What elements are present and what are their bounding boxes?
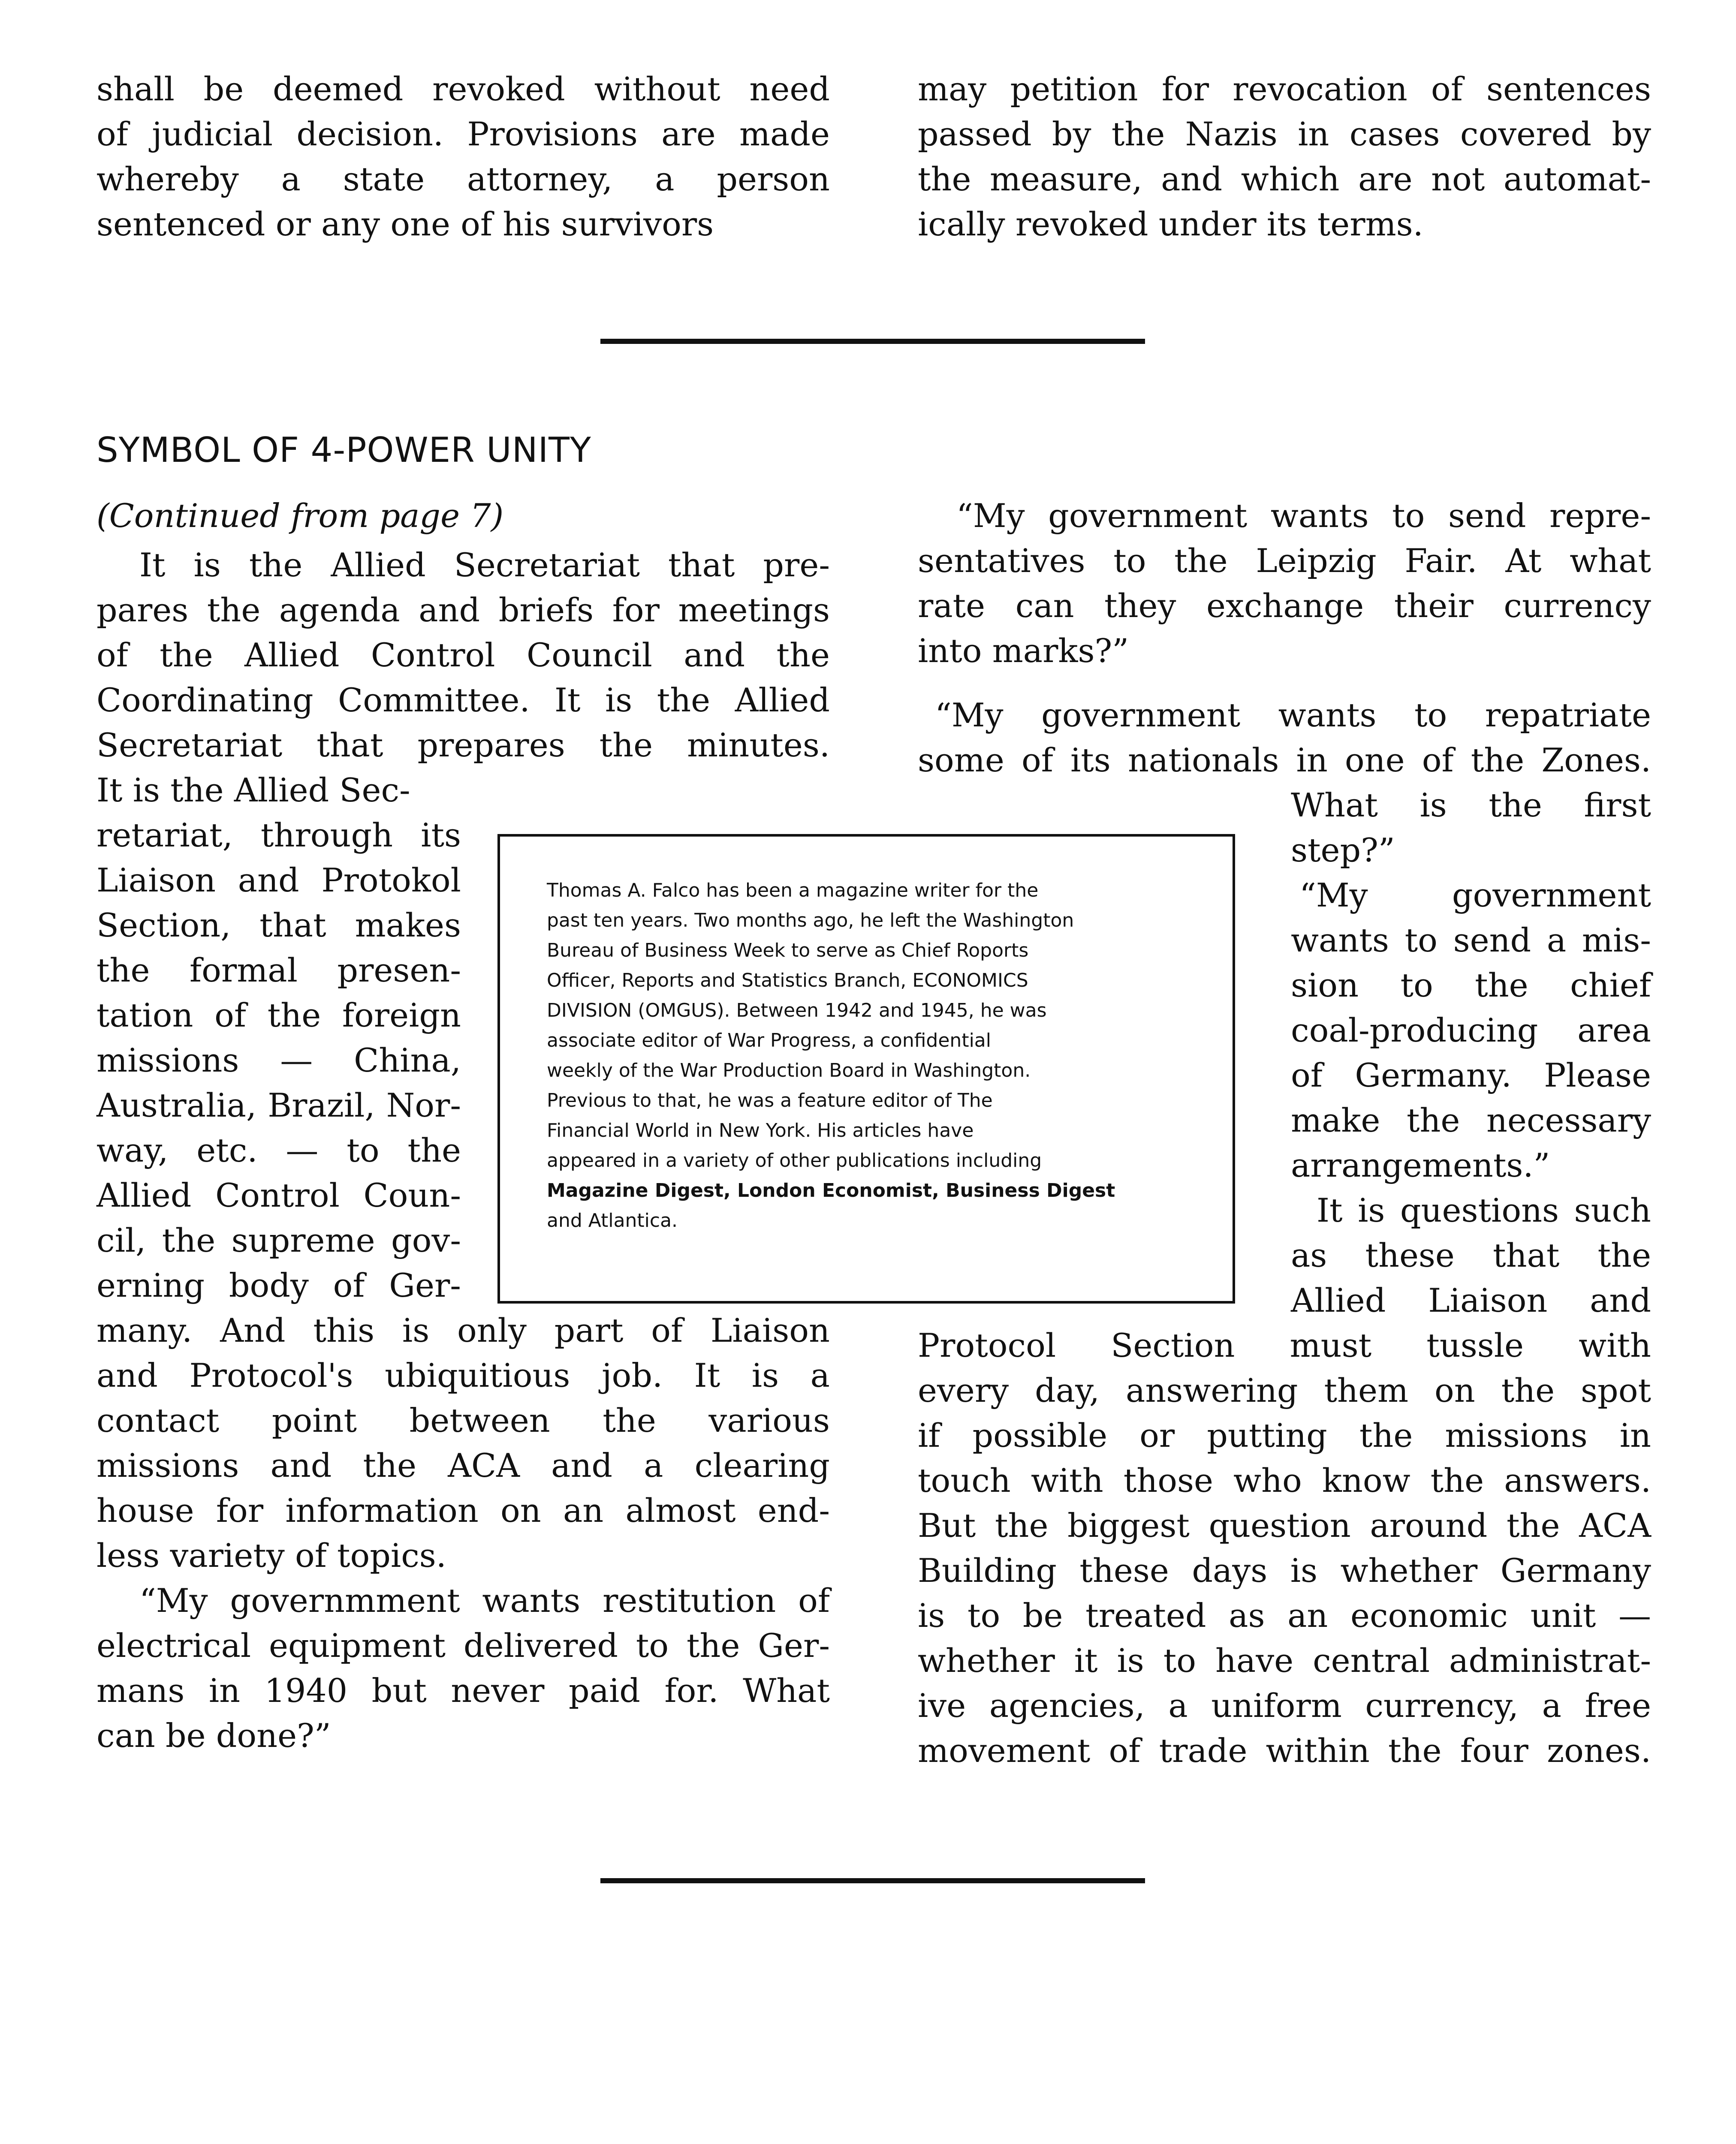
text-line: coal-producing area [1291,1011,1651,1049]
bio-line: Previous to that, he was a feature editor of The [547,1090,993,1111]
text-line: erning body of Ger- [96,1266,461,1304]
bio-line: Bureau of Business Week to serve as Chief Roports [547,940,1029,961]
bio-line: Officer, Reports and Statistics Branch, ECONOMICS [547,970,1028,991]
text-line: missions and the ACA and a clearing [96,1446,830,1485]
text-line: Building these days is whether Germany [918,1551,1651,1590]
text-line: make the necessary [1291,1101,1651,1139]
text-line: electrical equipment delivered to the Ger- [96,1626,830,1665]
bio-line: Financial World in New York. His articles have [547,1120,974,1141]
text-line: “My government wants to send repre- [956,497,1651,535]
text-line: step?” [1291,831,1395,869]
bio-line: Thomas A. Falco has been a magazine writer for the [547,879,1039,901]
text-line: Australia, Brazil, Nor- [96,1086,461,1124]
text-line: It is the Allied Secretariat that pre- [139,546,830,584]
text-line: ive agencies, a uniform currency, a free [918,1686,1651,1725]
bio-line: and Atlantica. [547,1210,678,1232]
text-line: missions — China, [96,1041,461,1079]
text-line: can be done?” [96,1716,331,1755]
text-line: Section, that makes [96,906,461,944]
text-line: sion to the chief [1291,966,1651,1004]
bio-line: appeared in a variety of other publications including [547,1150,1042,1171]
text-line: movement of trade within the four zones. [918,1731,1651,1770]
text-line: It is questions such [1317,1191,1651,1229]
text-line: house for information on an almost end- [96,1491,830,1530]
text-line: Coordinating Committee. It is the Allied [96,681,830,719]
text-line: “My governmment wants restitution of [139,1581,830,1620]
text-line: What is the first [1291,786,1651,824]
section-divider [600,339,1145,344]
text-line: wants to send a mis- [1291,921,1651,959]
text-line: ically revoked under its terms. [918,205,1423,243]
section-divider [600,1878,1145,1883]
text-line: whether it is to have central administrat- [918,1641,1651,1680]
text-line: touch with those who know the answers. [918,1461,1651,1500]
text-line: every day, answering them on the spot [918,1371,1651,1409]
text-line: cil, the supreme gov- [96,1221,461,1259]
text-line: and Protocol's ubiquitious job. It is a [96,1356,830,1394]
text-line: the measure, and which are not automat- [918,160,1651,198]
text-line: Liaison and Protokol [96,861,461,899]
text-line: rate can they exchange their currency [918,587,1651,625]
text-line: “My government wants to repatriate [935,696,1651,734]
text-line: as these that the [1291,1236,1651,1274]
text-line: the formal presen- [96,951,461,989]
text-line: mans in 1940 but never paid for. What [96,1671,830,1710]
text-line: whereby a state attorney, a person [96,160,830,198]
text-line: sentenced or any one of his survivors [96,205,714,243]
text-line: less variety of topics. [96,1536,446,1575]
text-line: Protocol Section must tussle with [918,1326,1651,1364]
text-line: sentatives to the Leipzig Fair. At what [918,542,1651,580]
text-line: some of its nationals in one of the Zones. [918,741,1651,779]
text-line: pares the agenda and briefs for meetings [96,591,830,629]
article-title: SYMBOL OF 4-POWER UNITY [96,430,591,470]
bio-line: weekly of the War Production Board in Washington. [547,1060,1031,1081]
text-line: of the Allied Control Council and the [96,636,830,674]
bio-line: Magazine Digest, London Economist, Business Digest [547,1180,1115,1201]
text-line: many. And this is only part of Liaison [96,1311,830,1349]
text-line: of Germany. Please [1291,1056,1651,1094]
bio-line: associate editor of War Progress, a confidential [547,1030,991,1051]
text-line: “My government [1299,876,1651,914]
text-line: It is the Allied Sec- [96,771,410,809]
text-line: is to be treated as an economic unit — [918,1596,1651,1635]
text-line: arrangements.” [1291,1146,1550,1184]
text-line: into marks?” [918,632,1129,670]
text-line: Secretariat that prepares the minutes. [96,726,830,764]
text-line: of judicial decision. Provisions are made [96,115,830,153]
text-line: But the biggest question around the ACA [918,1506,1651,1545]
bio-line: DIVISION (OMGUS). Between 1942 and 1945, he was [547,1000,1047,1021]
text-line: may petition for revocation of sentences [918,70,1651,108]
text-line: retariat, through its [96,816,461,854]
text-line: if possible or putting the missions in [918,1416,1651,1454]
text-line: shall be deemed revoked without need [96,70,830,108]
bio-line: past ten years. Two months ago, he left the Washington [547,909,1074,931]
text-line: tation of the foreign [96,996,461,1034]
text-line: way, etc. — to the [96,1131,461,1169]
text-line: Allied Control Coun- [96,1176,461,1214]
text-line: passed by the Nazis in cases covered by [918,115,1651,153]
text-line: Allied Liaison and [1291,1281,1651,1319]
continued-note: (Continued from page 7) [96,497,504,535]
text-line: contact point between the various [96,1401,830,1439]
